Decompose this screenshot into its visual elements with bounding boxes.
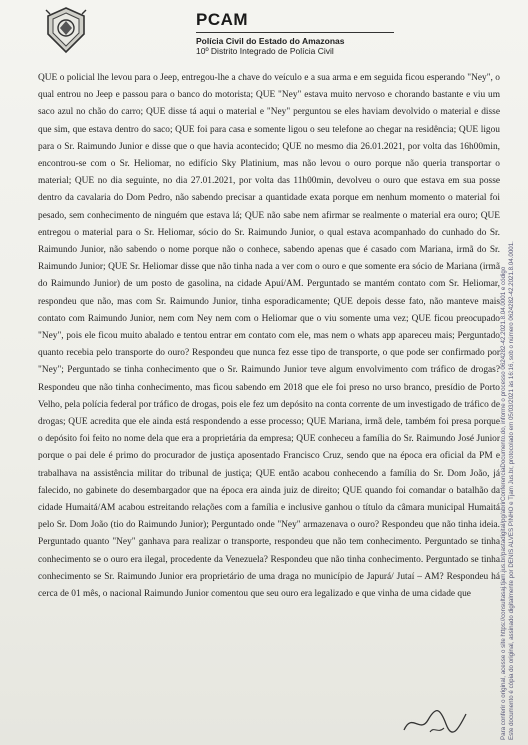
side-verification-note-2: Para conferir o original, acesse o site https://consultasaj.tjam.jus.br/pastadigital/pg/abrirConferenciaDocumento.do, informe o processo 0624282-42.2021.8.04.0001 e código: [500, 266, 507, 740]
org-name: Polícia Civil do Estado do Amazonas: [196, 36, 345, 46]
police-badge-icon: [44, 6, 88, 54]
statement-paragraph: QUE o policial lhe levou para o Jeep, entregou-lhe a chave do veículo e a sua arma e em seguida ficou esperando "Ney", o qual entrou no Jeep e passou para o banco do motorista; QUE "Ney" estava muito nervoso e chorando bastante e viu um saco azul no chão do carro; QUE disse tá aqui o material e "Ney" perguntou se eles haviam devolvido o material e disse que sim, que estava dentro do saco; QUE foi para casa e somente ligou o seu telefone ao chegar na residência; QUE ligou para o Sr. Raimundo Junior e disse que o que havia acontecido; QUE no mesmo dia 26.01.2021, por volta das 16h00min, encontrou-se com o Sr. Heliomar, no edifício Sky Platinium, mas não levou o ouro porque não queria transportar o material; QUE no dia seguinte, no dia 27.01.2021, por volta das 11h00min, devolveu o ouro que estava em sua posse dentro da cavalaria do Dom Pedro, não sabendo precisar a quantidade exata porque em nenhum momento o material foi pesado, sem conhecimento de ninguém que estava lá; QUE não sabe nem afirmar se realmente o material era ouro; QUE entregou o material para o Sr. Heliomar, sócio do Sr. Raimundo Junior, o qual estava acompanhado do cunhado do Sr. Raimundo Junior, não sabendo o nome porque não o conhece, sabendo apenas que é casado com Mariana, irmã do Sr. Raimundo Junior; QUE Sr. Heliomar disse que não tinha nada a ver com o ouro e que somente era sócio de Mariana (irmã do Raimundo Junior) de um posto de gasolina, na cidade Apuí/AM. Perguntado se mantém contato com Sr. Heliomar, respondeu que não, mas com Sr. Raimundo Junior, tinha esporadicamente; QUE depois desse fato, não manteve mais contato com Raimundo Junior, nem com Ney nem com o Heliomar que o viu somente uma vez; QUE ficou preocupado "Ney", pois ele ficou muito abalado e tentou entrar em contato com ele, mas nem o whats app apareceu mais; Perguntado quanto recebia pelo transporte do ouro? Respondeu que nunca fez esse tipo de transporte, o que pode ser confirmado por "Ney"; Perguntado se tinha conhecimento que o Sr. Raimundo Junior teve algum envolvimento com tráfico de drogas? Respondeu que não tinha conhecimento, mas ficou sabendo em 2018 que ele foi preso no urso branco, presídio de Porto Velho, pela polícia federal por tráfico de drogas, pois ele fez um depósito na conta corrente de um investigado de tráfico de drogas; QUE acredita que ele ainda está respondendo a esse processo; QUE Mariana, irmã dele, também foi presa porque o depósito foi feito no nome dela que era a proprietária da empresa; QUE conheceu a família do Sr. Raimundo José Junior porque o pai dele é primo do procurador de justiça aposentado Francisco Cruz, sendo que na época era oficial da PM e trabalhava na assistência militar do tribunal de justiça; QUE então acabou conhecendo a família do Sr. Dom João, já falecido, no gabinete do desembargador que na época era ainda juiz de direito; QUE quando foi comandar o batalhão da cidade Humaitá/AM acabou estreitando relações com a família e inclusive ganhou o título da câmara municipal Humaitá pelo Sr. Dom João (tio do Raimundo Junior); Perguntado onde "Ney" armazenava o ouro? Respondeu que não tinha ideia. Perguntado quanto "Ney" ganhava para realizar o transporte, respondeu que não tem conhecimento. Perguntado se tinha conhecimento se o ouro era ilegal, procedente da Venezuela? Respondeu que não tinha conhecimento. Perguntado se tinha conhecimento se Sr. Raimundo Junior era proprietário de uma draga no município de Japurá/ Jutaí – AM? Respondeu há cerca de 01 mês, o nacional Raimundo Junior comentou que seu ouro era legalizado e que vinha de uma cidade que: [38, 73, 500, 600]
statement-body: [38, 70, 500, 603]
document-header: [44, 6, 464, 56]
side-verification-note: Este documento é cópia do original, assinado digitalmente por DENIS ALVES PINHO e Tjam Jus.br, protocolado em 05/03/2021 às 16:16, sob o número 0624282-42.2021.8.04.0001.: [508, 241, 515, 740]
signature-mark: [400, 700, 470, 738]
header-rule: [196, 32, 394, 33]
org-unit: 10º Distrito Integrado de Polícia Civil: [196, 46, 334, 56]
org-abbreviation: PCAM: [196, 10, 249, 29]
organization-block: [196, 10, 394, 56]
